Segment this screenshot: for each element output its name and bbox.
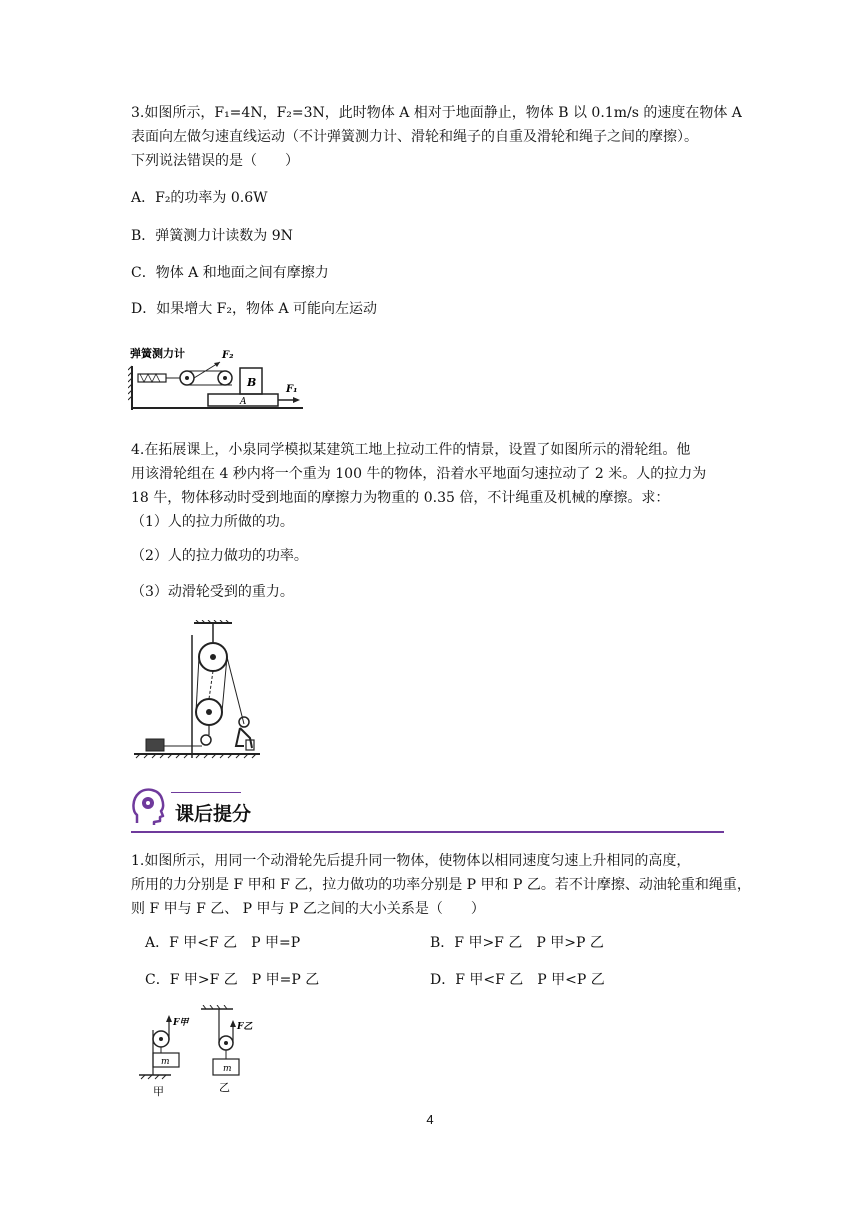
q3-option-a: A．F₂的功率为 0.6W [131, 190, 268, 206]
a-label: A [240, 397, 247, 407]
q1-option-a: A．F 甲<F 乙 P 甲=P [145, 935, 301, 951]
f1-label: F₁ [286, 384, 298, 395]
q3-pulley-figure [128, 344, 308, 414]
jia-label: 甲 [153, 1085, 164, 1098]
question-3 [131, 101, 741, 173]
q4-pulley-figure [132, 620, 262, 765]
meter-label: 弹簧测力计 [130, 347, 185, 360]
q1-line-1: 1.如图所示，用同一个动滑轮先后提升同一物体，使物体以相同速度匀速上升相同的高度， [131, 853, 691, 869]
q1-line-3: 则 F 甲与 F 乙、 P 甲与 P 乙之间的大小关系是（ ） [131, 901, 485, 917]
section-title: 课后提分 [175, 803, 252, 825]
question-1 [131, 849, 751, 921]
q4-sub-3: （3）动滑轮受到的重力。 [131, 584, 294, 600]
f2-label: F₂ [222, 350, 234, 361]
q3-line-3: 下列说法错误的是（ ） [131, 153, 299, 169]
q1-option-d: D．F 甲<F 乙 P 甲<P 乙 [430, 972, 605, 988]
question-4 [131, 438, 741, 534]
m1-label: m [161, 1057, 170, 1067]
header-underline [131, 831, 724, 833]
q1-option-c: C．F 甲>F 乙 P 甲=P 乙 [145, 972, 320, 988]
q3-option-c: C．物体 A 和地面之间有摩擦力 [131, 265, 329, 281]
q1-pulley-figure [135, 1005, 275, 1100]
q1-line-2: 所用的力分别是 F 甲和 F 乙，拉力做功的功率分别是 P 甲和 P 乙。若不计摩擦、动油轮重和绳重， [131, 877, 751, 893]
q4-line-2: 用该滑轮组在 4 秒内将一个重为 100 牛的物体，沿着水平地面匀速拉动了 2 米。人的拉力为 [131, 466, 707, 482]
page-number: 4 [426, 1112, 434, 1127]
brain-head-icon [131, 787, 165, 827]
q3-line-2: 表面向左做匀速直线运动（不计弹簧测力计、滑轮和绳子的自重及滑轮和绳子之间的摩擦）。 [131, 129, 698, 145]
f-yi-label: F乙 [237, 1022, 253, 1032]
q4-sub-2: （2）人的拉力做功的功率。 [131, 548, 308, 564]
q1-option-b: B．F 甲>F 乙 P 甲>P 乙 [430, 935, 604, 951]
q4-sub-1: （1）人的拉力所做的功。 [131, 514, 294, 530]
header-accent-line [171, 792, 241, 793]
q3-line-1: 3.如图所示，F₁=4N，F₂=3N，此时物体 A 相对于地面静止，物体 B 以 0.1m/s 的速度在物体 A [131, 105, 742, 121]
q3-option-b: B．弹簧测力计读数为 9N [131, 228, 293, 244]
section-header [131, 787, 724, 833]
q4-line-1: 4.在拓展课上，小泉同学模拟某建筑工地上拉动工件的情景，设置了如图所示的滑轮组。他 [131, 442, 691, 458]
q3-option-d: D．如果增大 F₂，物体 A 可能向左运动 [131, 301, 378, 317]
b-label: B [247, 376, 257, 389]
yi-label: 乙 [219, 1081, 230, 1094]
f-jia-label: F甲 [173, 1018, 189, 1028]
q4-line-3: 18 牛，物体移动时受到地面的摩擦力为物重的 0.35 倍，不计绳重及机械的摩擦。求： [131, 490, 670, 506]
m2-label: m [223, 1064, 232, 1074]
